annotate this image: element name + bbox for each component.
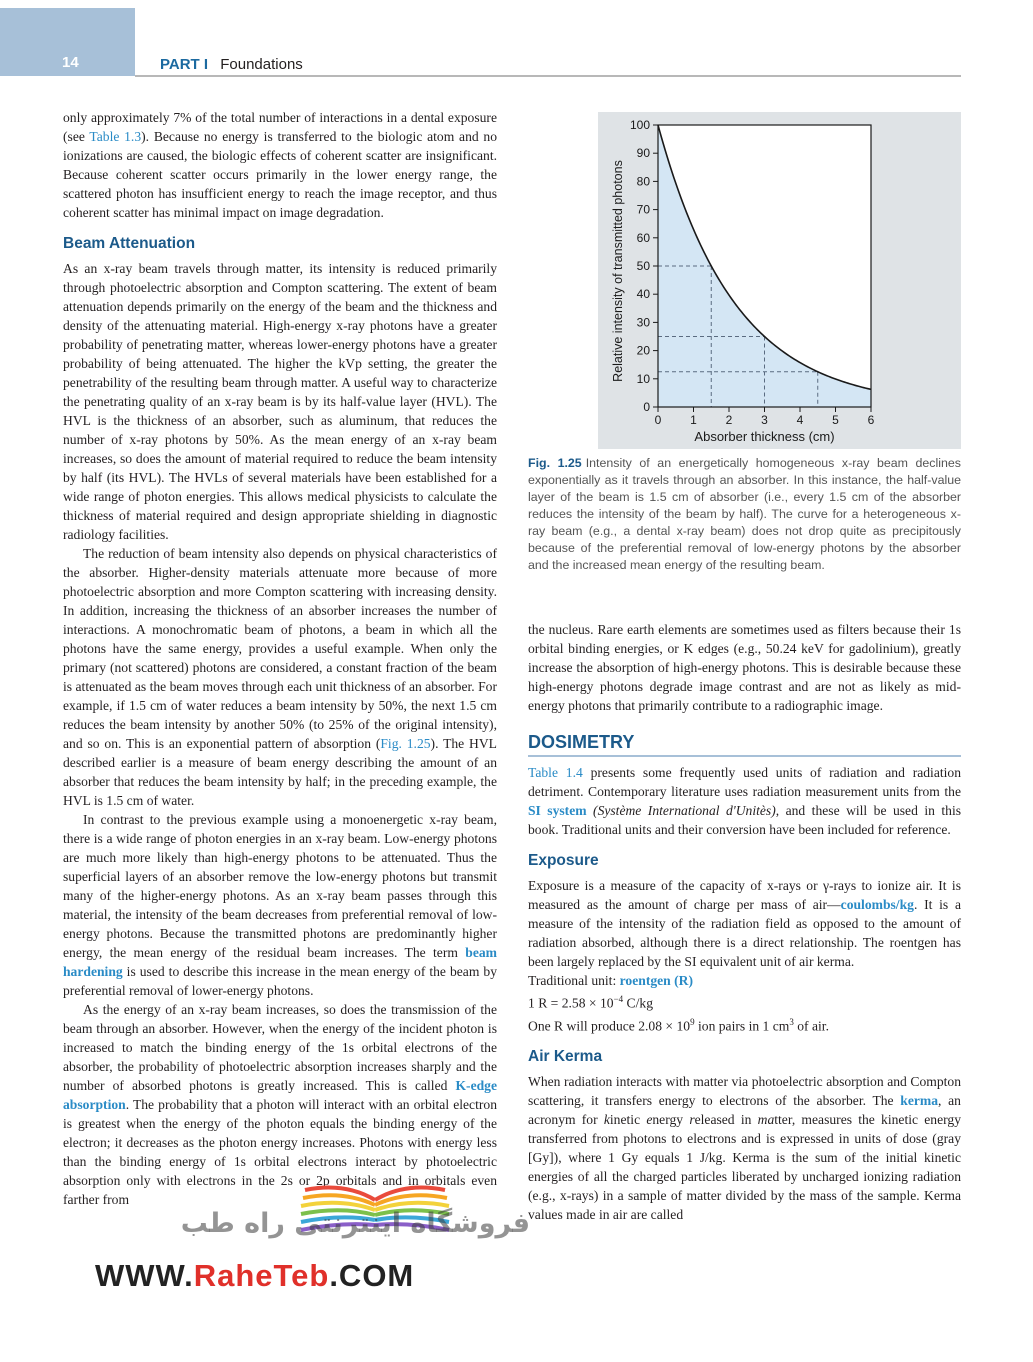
- x-tick-label: 2: [725, 413, 733, 427]
- paragraph: Exposure is a measure of the capacity of x-rays or γ-rays to ionize air. It is measured as the amount of charge per mass of air—coulombs/kg. It is a measure of the intensity of the radiation field as opposed to the amount of radiation absorbed, although there is a direct relationship. The roentgen has been largely replaced by the SI equivalent unit of air kerma.: [528, 878, 961, 969]
- paragraph: As an x-ray beam travels through matter, its intensity is reduced primarily through photoelectric absorption and Compton scattering. The extent of beam attenuation depends primarily on the energy of the beam and the thickness and density of the attenuating material. High-energy x-ray photons have a greater probability of penetrating matter, whereas lower-energy photons have a greater probability of being attenuated. The higher the kVp setting, the greater the penetrability of the resulting beam through matter. A useful way to characterize the penetrating quality of an x-ray beam is by its half-value layer (HVL). The HVL is the thickness of an absorber, such as aluminum, that reduces the number of x-ray photons by 50%. As the mean energy of an x-ray beam increases, so does the amount of material required to reduce the beam intensity by half (its HVL). The HVLs of several materials have been established for a wide range of photon energies. This allows medical physicists to calculate the thickness of material required and design appropriate shielding in diagnostic radiology facilities.: [63, 261, 497, 542]
- running-head: [160, 56, 303, 73]
- paragraph: the nucleus. Rare earth elements are sometimes used as filters because their 1s orbital binding energies, or K edges (e.g., 50.24 keV for gadolinium), greatly increase the absorption of high-energy photons. This is desirable because these high-energy photons degrade image contrast and are not as likely as mid-energy photons that primarily contribute to a radiographic image.: [528, 622, 961, 713]
- figure-link[interactable]: Fig. 1.25: [380, 736, 431, 751]
- conversion-line: 1 $R = 2.58 \times 10^{-4}$ C/kg: [528, 994, 653, 1011]
- watermark-text: فروشگاه اینترنتی راه طب: [180, 1208, 530, 1239]
- paragraph: The reduction of beam intensity also depends on physical characteristics of the absorber. Higher-density materials attenuate more because of more photoelectric absorption and more Compton scattering with increasing density. In addition, increasing the thickness of an absorber increases the number of interactions. A monochromatic beam of photons, a beam in which all the photons have the same energy, provides a useful example. When only the primary (not scattered) photons are considered, a constant fraction of the beam is attenuated as the beam moves through each unit thickness of an absorber. For example, if 1.5 cm of water reduces a beam intensity by 50%, the next 1.5 cm reduces the beam intensity by another 50% (to 25% of the original intensity), and so on. This is an exponential pattern of absorption (Fig. 1.25). The HVL described earlier is a measure of beam energy describing the amount of an absorber that reduces the beam intensity by half; in the preceding example, the HVL is 1.5 cm of water.: [63, 546, 497, 808]
- part-label: PART I: [160, 56, 209, 73]
- right-column: [528, 620, 961, 1224]
- header-rule: [135, 75, 961, 77]
- heading-dosimetry: DOSIMETRY: [528, 733, 961, 757]
- y-axis-label: Relative intensity of transmitted photons: [611, 160, 625, 382]
- figure-chart: [598, 112, 961, 449]
- paragraph: Table 1.4 presents some frequently used units of radiation and radiation detriment. Contemporary literature uses radiation measurement units from the SI system (Système International d'Unitès), and these will be used in this book. Traditional units and their conversion have been included for reference.: [528, 765, 962, 837]
- paragraph: only approximately 7% of the total number of interactions in a dental exposure (see Table 1.3). Because no energy is transferred to the biologic atom and no ionizations are caused, the biologic effects of coherent scatter are insignificant. Because coherent scatter occurs primarily in the lower energy range, the scattered photon has insufficient energy to reach the image receptor, and thus coherent scatter has minimal impact on image degradation.: [63, 110, 497, 220]
- paragraph: When radiation interacts with matter via photoelectric absorption and Compton scattering, it transfers energy to electrons of the absorber. The kerma, an acronym for kinetic energy released in matter, measures the kinetic energy transferred from photons to electrons and is expressed in units of dose (gray [Gy]), where 1 Gy equals 1 J/kg. Kerma is the sum of the initial kinetic energies of all the charged particles liberated by uncharged ionizing radiation (e.g., x-rays) in a sample of matter divided by the mass of the sample. Kerma values made in air are called: [528, 1074, 962, 1223]
- figure-caption: Fig. 1.25 Intensity of an energetically homogeneous x-ray beam declines exponentially as it travels through an absorber. In this instance, the half-value layer of the beam is 1.5 cm of absorber (i.e., every 1.5 cm of the absorber reduces the intensity of the beam by half). The curve for a heterogeneous x-ray beam (e.g., a dental x-ray beam) does not drop quite as precipitously because of the preferential removal of low-energy photons by the absorber and the increased mean energy of the resulting beam.: [528, 456, 961, 572]
- watermark-url: WWW.RaheTeb.COM: [95, 1258, 415, 1293]
- x-axis-label: Absorber thickness (cm): [694, 429, 835, 444]
- table-link[interactable]: Table 1.4: [528, 765, 583, 780]
- page-number: 14: [62, 54, 79, 71]
- y-tick-label: 10: [636, 371, 650, 386]
- conversion-line: One R will produce $2.08 \times 10^9$ ion pairs in 1 $cm^3$ of air.: [528, 1016, 829, 1034]
- x-tick-label: 1: [690, 413, 697, 427]
- paragraph: In contrast to the previous example using a monoenergetic x-ray beam, there is a wide range of photon energies in an x-ray beam. Low-energy photons are much more likely than high-energy photons to be attenuated. Thus the superficial layers of an absorber remove the low-energy photons but transmit many of the higher-energy photons. As an x-ray beam passes through this material, the intensity of the beam decreases from preferential removal of low-energy photons. Because the transmitted photons are predominantly higher energy, the mean energy of the residual beam increases. The term beam hardening is used to describe this increase in the mean energy of the beam by preferential removal of lower-energy photons.: [63, 812, 497, 998]
- term-k-edge[interactable]: K-edge absorption: [63, 1078, 497, 1112]
- term-roentgen[interactable]: roentgen (R): [619, 973, 694, 988]
- y-tick-label: 80: [636, 174, 650, 189]
- x-tick-label: 4: [796, 413, 804, 427]
- term-coulombs-kg[interactable]: coulombs/kg: [840, 897, 914, 912]
- y-tick-label: 40: [636, 287, 650, 302]
- heading-exposure: Exposure: [528, 852, 599, 869]
- x-tick-label: 3: [761, 413, 768, 427]
- term-kerma[interactable]: kerma: [900, 1093, 939, 1109]
- section-label: Foundations: [220, 56, 303, 73]
- table-link[interactable]: Table 1.3: [89, 129, 142, 144]
- y-tick-label: 60: [636, 230, 650, 245]
- y-tick-label: 90: [636, 146, 650, 161]
- figure-label: Fig. 1.25: [528, 456, 582, 470]
- term-si-system[interactable]: SI system: [528, 803, 587, 818]
- paragraph: As the energy of an x-ray beam increases, so does the transmission of the beam through an absorber. However, when the energy of the incident photon is increased to match the binding energy of the 1s orbital electrons of the absorber, the probability of photoelectric absorption increases sharply and the number of absorbed photons is greatly increased. This is called K-edge absorption. The probability that a photon will interact with an orbital electron is greatest when the energy of the photon equals the binding energy of the electron; it decreases as the photon energy increases. Photons with energy less than the binding energy of 1s orbital electrons interact by photoelectric absorption only with electrons in the 2s or 2p orbitals and in orbitals even farther from: [63, 1002, 497, 1207]
- heading-air-kerma: Air Kerma: [528, 1048, 603, 1066]
- y-tick-label: 0: [643, 400, 650, 414]
- x-tick-label: 5: [832, 413, 839, 427]
- y-tick-label: 100: [629, 118, 650, 132]
- traditional-unit: Traditional unit: roentgen (R): [528, 973, 694, 988]
- y-tick-label: 20: [636, 343, 650, 358]
- y-tick-label: 30: [636, 315, 650, 330]
- heading-beam-attenuation: Beam Attenuation: [63, 235, 196, 252]
- left-column: [63, 108, 497, 1209]
- term-beam-hardening[interactable]: beam hardening: [63, 945, 497, 979]
- x-tick-label: 0: [654, 413, 662, 427]
- x-tick-label: 6: [867, 413, 875, 427]
- y-tick-label: 70: [636, 202, 650, 217]
- y-tick-label: 50: [636, 259, 650, 273]
